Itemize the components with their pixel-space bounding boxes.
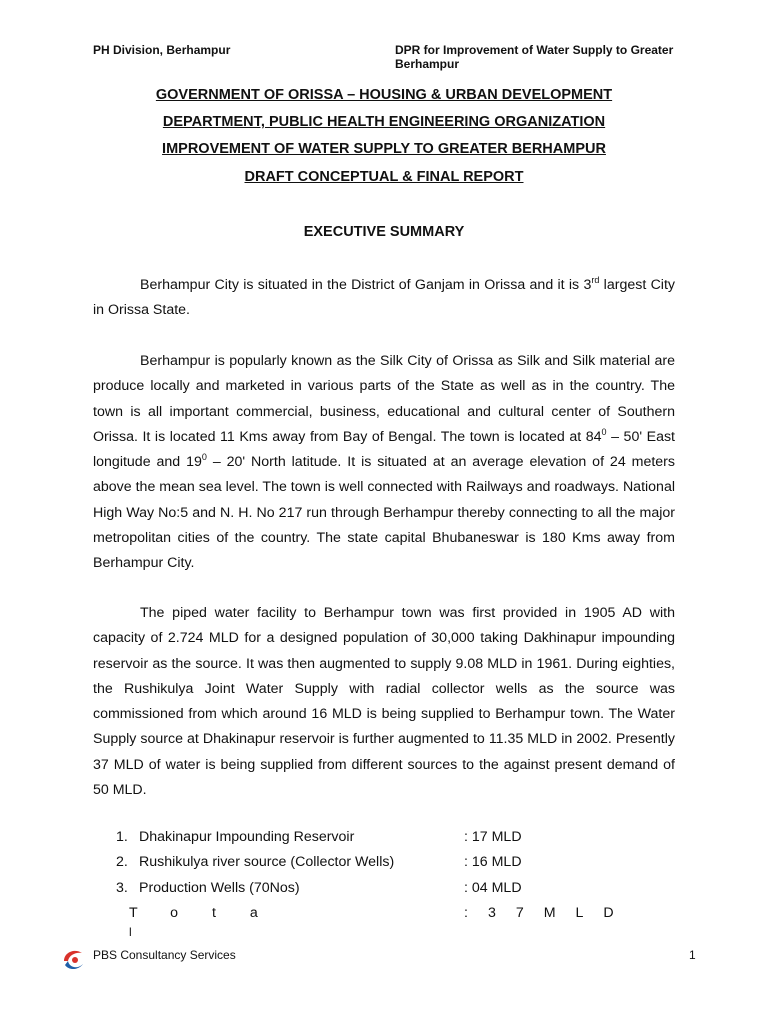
title-line-3: IMPROVEMENT OF WATER SUPPLY TO GREATER BERHAMPUR [162, 141, 606, 157]
header-report-title-line1: DPR for Improvement of Water Supply to Greater [395, 43, 674, 57]
title-line-1: GOVERNMENT OF ORISSA – HOUSING & URBAN DEVELOPMENT [155, 87, 613, 103]
list-item [116, 829, 676, 854]
water-sources-list [116, 829, 676, 939]
paragraph-location [93, 349, 675, 577]
ordinal-superscript: rd [591, 275, 600, 285]
section-heading: EXECUTIVE SUMMARY [303, 224, 465, 240]
title-line-2: DEPARTMENT, PUBLIC HEALTH ENGINEERING ORGANIZATION [162, 114, 606, 130]
list-item-number: 2. [116, 854, 128, 871]
title-line-4: DRAFT CONCEPTUAL & FINAL REPORT [244, 169, 524, 185]
page-number: 1 [689, 948, 696, 962]
header-division: PH Division, Berhampur [93, 43, 231, 57]
list-item-number: 3. [116, 879, 128, 896]
footer-company-name: PBS Consultancy Services [93, 948, 236, 962]
degree-superscript-longitude: 0 [601, 426, 607, 437]
list-item [116, 854, 676, 879]
list-item [116, 880, 676, 905]
total-label: Tota [129, 904, 292, 921]
paragraph-intro-text-b: largest City in Orissa State. [93, 277, 675, 319]
list-item-number: 1. [116, 829, 128, 845]
paragraph-location-text-c: – 20' North latitude. It is situated at an average elevation of 24 meters above the mean sea level. The town is well connected with Railways and roadways. National High Way No:5 and N. H. No 217 run through Berhampur thereby connecting to all the major metropolitan cities of the country. The state capital Bhubaneswar is 180 Kms away from Berhampur City. [93, 454, 675, 572]
paragraph-location-text-a: Berhampur is popularly known as the Silk City of Orissa as Silk and Silk material are produce locally and marketed in various parts of the State as well as in the country. The town is all important commercial, business, educational and cultural center of Southern Orissa. It is located 11 Kms away from Bay of Bengal. The town is located at 84 [93, 353, 675, 445]
company-logo-icon [61, 946, 87, 972]
paragraph-water-history: The piped water facility to Berhampur town was first provided in 1905 AD with capacity of 2.724 MLD for a designed population of 30,000 taking Dakhinapur impounding reservoir as the source. It was then augmented to supply 9.08 MLD in 1961. During eighties, the Rushikulya Joint Water Supply with radial collector wells as the source was commissioned from which around 16 MLD is being supplied to Berhampur town. The Water Supply source at Dhakinapur reservoir is further augmented to 11.35 MLD in 2002. Presently 37 MLD of water is being supplied from different sources to the against present demand of 50 MLD. [93, 605, 675, 799]
list-item-value: : 16 MLD [464, 854, 522, 871]
list-item-label: Production Wells (70Nos) [139, 879, 300, 896]
list-item-label: Rushikulya river source (Collector Wells) [139, 854, 395, 871]
degree-superscript-latitude: 0 [201, 452, 207, 463]
list-item-value: : 04 MLD [464, 879, 522, 896]
header-report-title-line2: Berhampur [395, 57, 460, 71]
total-value: :37MLD [464, 904, 634, 921]
list-item-label: Dhakinapur Impounding Reservoir [139, 829, 355, 845]
total-row [116, 904, 676, 939]
paragraph-location-text-b: – 50' East longitude and 19 [93, 428, 675, 471]
list-item-value: : 17 MLD [464, 829, 522, 845]
paragraph-intro [93, 273, 675, 324]
paragraph-intro-text-a: Berhampur City is situated in the District of Ganjam in Orissa and it is 3 [140, 277, 592, 293]
total-label-overflow: l [129, 924, 132, 939]
header-report-title [395, 43, 705, 71]
